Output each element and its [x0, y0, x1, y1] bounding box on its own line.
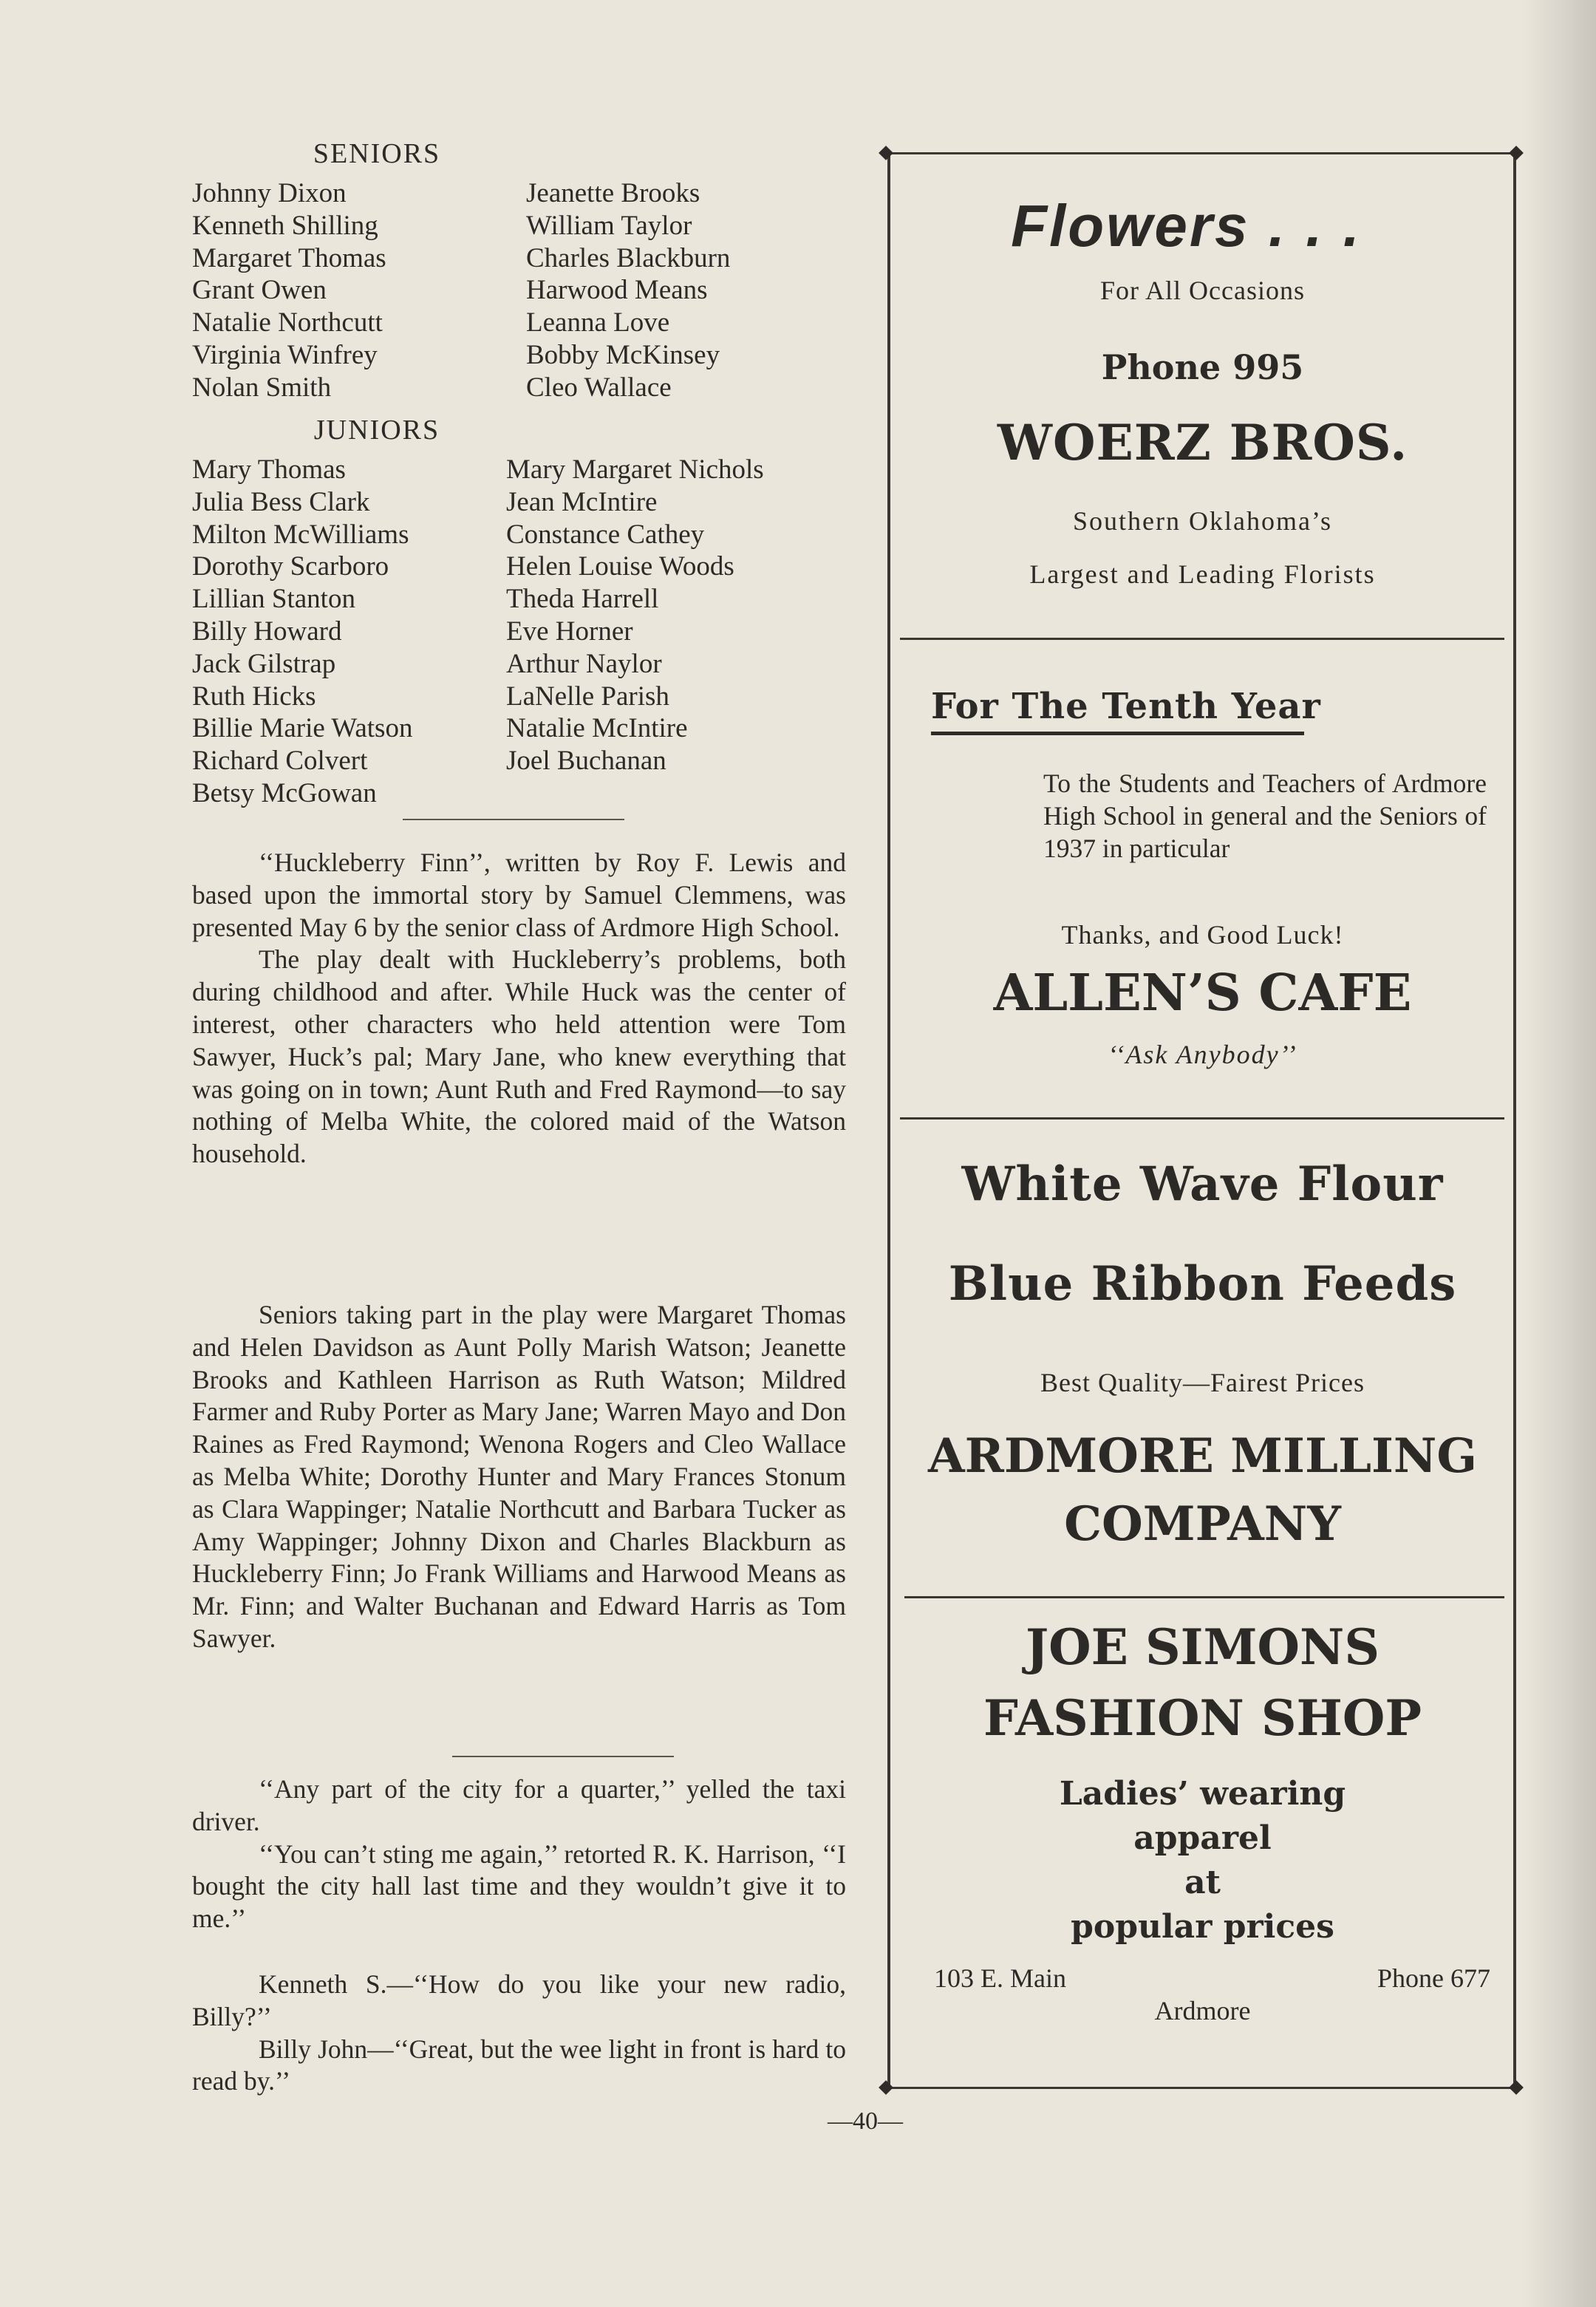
article-body: [192, 847, 846, 1170]
article-paragraph: The play dealt with Huckleberry’s problems, both during childhood and after. While Huck was the center of interest, other characters who held attention were Tom Sawyer, Huck’s pal; Mary Jane, who knew everything that was going on in town; Aunt Ruth and Fred Raymond—to say nothing of Melba White, the colored maid of the Watson household.: [192, 944, 846, 1169]
list-item: Richard Colvert: [192, 746, 368, 777]
allens-thanks: Thanks, and Good Luck!: [1061, 920, 1344, 950]
list-item: Jean McIntire: [506, 486, 658, 517]
list-item: Virginia Winfrey: [192, 339, 378, 370]
juniors-list-left: [192, 454, 412, 810]
diamond-ornament-icon: [1509, 2080, 1524, 2095]
list-item: Margaret Thomas: [192, 242, 386, 273]
list-item: Natalie Northcutt: [192, 307, 383, 338]
list-item: William Taylor: [526, 210, 692, 241]
woerz-headline: Flowers . . .: [1011, 193, 1362, 259]
list-item: Leanna Love: [526, 307, 670, 338]
list-item: Julia Bess Clark: [192, 486, 370, 517]
milling-name-line2: COMPANY: [1064, 1496, 1341, 1552]
simons-tagline-line: at: [1184, 1864, 1221, 1901]
ad-divider: [900, 1117, 1504, 1120]
page-edge-shadow: [1522, 0, 1596, 2307]
milling-product-flour: White Wave Flour: [961, 1156, 1444, 1212]
allens-heading: For The Tenth Year: [931, 686, 1321, 727]
list-item: Bobby McKinsey: [526, 339, 720, 370]
list-item: Ruth Hicks: [192, 681, 316, 712]
milling-tagline: Best Quality—Fairest Prices: [1040, 1368, 1365, 1397]
cast-paragraph-block: [192, 1299, 846, 1655]
woerz-tagline: For All Occasions: [1100, 276, 1305, 305]
joke-line: ‘‘You can’t sting me again,’’ retorted R. K. Harrison, ‘‘I bought the city hall last time and they wouldn’t give it to me.’’: [192, 1839, 846, 1934]
list-item: Jack Gilstrap: [192, 648, 336, 679]
page-number: —40—: [828, 2107, 903, 2135]
simons-tagline-line: popular prices: [1071, 1908, 1334, 1946]
list-item: Betsy McGowan: [192, 777, 377, 808]
list-item: Dorothy Scarboro: [192, 551, 389, 582]
frame-border-bottom: [887, 2087, 1518, 2089]
joke-line: Billy John—‘‘Great, but the wee light in front is hard to read by.’’: [192, 2034, 846, 2096]
list-item: Kenneth Shilling: [192, 210, 378, 241]
seniors-list-right: [526, 177, 730, 404]
section-divider: [403, 819, 624, 820]
list-item: Helen Louise Woods: [506, 551, 734, 582]
list-item: Billie Marie Watson: [192, 713, 413, 744]
list-item: Charles Blackburn: [526, 242, 731, 273]
list-item: Joel Buchanan: [506, 746, 666, 777]
list-item: Jeanette Brooks: [526, 178, 700, 208]
woerz-phone: Phone 995: [1101, 347, 1304, 387]
section-divider: [452, 1756, 674, 1757]
milling-name-line1: ARDMORE MILLING: [927, 1428, 1478, 1484]
juniors-heading: JUNIORS: [313, 415, 440, 446]
simons-city: Ardmore: [1154, 1996, 1251, 2025]
simons-tagline-line: Ladies’ wearing: [1059, 1775, 1346, 1813]
simons-tagline: [887, 1772, 1518, 1949]
frame-border-top: [887, 152, 1518, 154]
woerz-name: WOERZ BROS.: [997, 414, 1408, 471]
simons-address: 103 E. Main: [934, 1963, 1066, 1993]
diamond-ornament-icon: [1509, 146, 1524, 160]
list-item: Mary Margaret Nichols: [506, 454, 764, 485]
diamond-ornament-icon: [879, 2080, 893, 2095]
article-paragraph: Seniors taking part in the play were Margaret Thomas and Helen Davidson as Aunt Polly Marish Watson; Jeanette Brooks and Kathleen Harrison as Ruth Watson; Mildred Farmer and Ruby Porter as Mary Jane; Warren Mayo and Don Raines as Fred Raymond; Wenona Rogers and Cleo Wallace as Melba White; Dorothy Hunter and Mary Frances Stonum as Clara Wappinger; Natalie Northcutt and Barbara Tucker as Amy Wappinger; Johnny Dixon and Charles Blackburn as Huckleberry Finn; Jo Frank Williams and Harwood Means as Mr. Finn; and Walter Buchanan and Edward Harris as Tom Sawyer.: [192, 1300, 846, 1653]
seniors-heading: SENIORS: [313, 138, 441, 169]
joke-line: Kenneth S.—‘‘How do you like your new radio, Billy?’’: [192, 1969, 846, 2031]
allens-heading-underline: [931, 732, 1304, 735]
list-item: Johnny Dixon: [192, 178, 347, 208]
list-item: Billy Howard: [192, 616, 342, 647]
seniors-list-left: [192, 177, 386, 404]
list-item: Milton McWilliams: [192, 519, 409, 550]
joke-radio: [192, 1969, 846, 2098]
list-item: Constance Cathey: [506, 519, 705, 550]
ad-divider: [900, 638, 1504, 640]
juniors-list-right: [506, 454, 764, 777]
simons-tagline-line: apparel: [1133, 1819, 1272, 1857]
allens-name: ALLEN’S CAFE: [993, 964, 1412, 1023]
list-item: Natalie McIntire: [506, 713, 688, 744]
woerz-line1: Southern Oklahoma’s: [1073, 506, 1332, 536]
simons-name-line1: JOE SIMONS: [1025, 1618, 1380, 1676]
simons-name-line2: FASHION SHOP: [983, 1689, 1422, 1747]
list-item: Mary Thomas: [192, 454, 346, 485]
list-item: Nolan Smith: [192, 372, 332, 403]
allens-slogan: ‘‘Ask Anybody’’: [1108, 1040, 1297, 1069]
list-item: LaNelle Parish: [506, 681, 669, 712]
list-item: Theda Harrell: [506, 584, 659, 615]
advertisement-panel: [887, 148, 1518, 2091]
list-item: Cleo Wallace: [526, 372, 672, 403]
list-item: Lillian Stanton: [192, 584, 355, 615]
list-item: Eve Horner: [506, 616, 633, 647]
milling-product-feeds: Blue Ribbon Feeds: [948, 1256, 1457, 1312]
joke-line: ‘‘Any part of the city for a quarter,’’ yelled the taxi driver.: [192, 1774, 846, 1836]
list-item: Harwood Means: [526, 275, 708, 306]
diamond-ornament-icon: [879, 146, 893, 160]
list-item: Arthur Naylor: [506, 648, 662, 679]
article-paragraph: ‘‘Huckleberry Finn’’, written by Roy F. Lewis and based upon the immortal story by Samuel Clemmens, was presented May 6 by the senior class of Ardmore High School.: [192, 848, 846, 942]
joke-taxi: [192, 1773, 846, 1935]
allens-message: To the Students and Teachers of Ardmore High School in general and the Seniors of 1937 in particular: [1043, 769, 1487, 863]
woerz-line2: Largest and Leading Florists: [1029, 559, 1376, 589]
ad-divider: [904, 1596, 1504, 1598]
simons-phone: Phone 677: [1377, 1963, 1490, 1993]
list-item: Grant Owen: [192, 275, 327, 306]
